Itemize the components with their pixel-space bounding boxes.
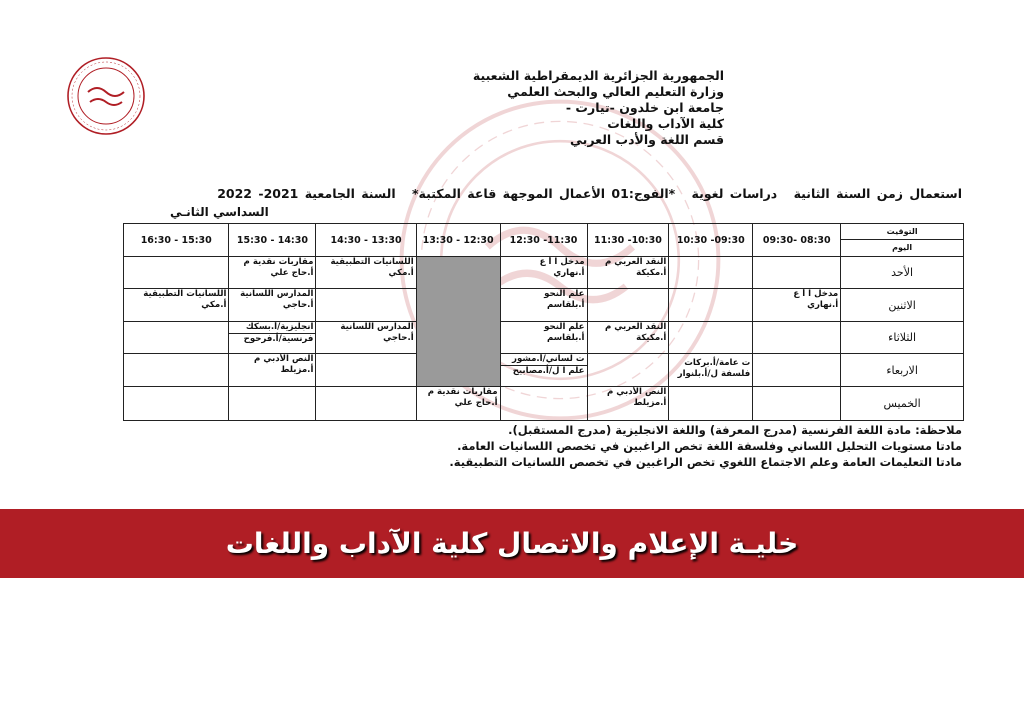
course-cell: اللسانيات التطبيقية أ.مكي	[316, 257, 416, 289]
cell-empty	[669, 289, 753, 322]
slot-header: 08:30 -09:30	[753, 224, 841, 257]
header-republic: الجمهورية الجزائرية الديمقراطية الشعبية	[472, 68, 724, 83]
cell-empty	[753, 354, 841, 387]
schedule-group: *الفوج:01 الأعمال الموجهة قاعة المكتبة*	[411, 186, 676, 201]
semester-label: السداسي الثانـي	[170, 205, 269, 219]
row-sunday	[124, 257, 964, 289]
cell-empty	[124, 322, 229, 354]
day-label-wednesday: الاربعاء	[841, 354, 964, 387]
timetable	[123, 223, 964, 421]
course-french: فرنسية/أ.فرحوح	[243, 334, 314, 344]
row-thursday	[124, 387, 964, 421]
cell-empty	[753, 387, 841, 421]
course-cell: النص الأدبي م أ.مزيلط	[229, 354, 316, 387]
slot-header: 12:30 - 13:30	[416, 224, 500, 257]
note-line: ملاحظة: مادة اللغة الفرنسية (مدرج المعرفة) واللغة الانجليزية (مدرج المستقبل).	[508, 423, 962, 437]
course-cell: علم النحو أ.بلقاسم	[500, 289, 587, 322]
row-monday	[124, 289, 964, 322]
course-sociolinguistics: علم ا ل/أ.مصابيح	[512, 366, 585, 376]
slot-header: 11:30- 12:30	[500, 224, 587, 257]
cell-empty	[587, 289, 669, 322]
schedule-specialty: دراسات لغوية	[691, 186, 778, 201]
note-line: مادتا التعليمات العامة وعلم الاجتماع اللغوي تخص الراغبين في تخصص اللسانيات التطبيقية.	[449, 455, 962, 469]
day-label-tuesday: الثلاثاء	[841, 322, 964, 354]
course-cell: علم النحو أ.بلقاسم	[500, 322, 587, 354]
cell-empty	[753, 257, 841, 289]
cell-empty	[124, 387, 229, 421]
slot-header: 15:30 - 16:30	[124, 224, 229, 257]
course-cell: المدارس اللسانية أ.حاجي	[316, 322, 416, 354]
course-philosophy-language: فلسفة ل/أ.بلنوار	[677, 369, 751, 379]
course-cell: النقد العربي م أ.مكيكة	[587, 257, 669, 289]
notes-block	[449, 422, 962, 470]
cell-empty	[500, 387, 587, 421]
row-tuesday	[124, 322, 964, 354]
course-english: انجليزية/أ.بسكك	[229, 322, 315, 334]
note-line: مادتا مستويات التحليل اللساني وفلسفة اللغة تخص الراغبين في تخصص اللسانيات العامة.	[457, 439, 962, 453]
course-linguistic-analysis: ت لساني/أ.مشور	[501, 354, 587, 366]
cell-empty	[669, 322, 753, 354]
document-header	[473, 68, 724, 148]
course-cell: مدخل ا أ ع أ.نهاري	[500, 257, 587, 289]
header-ministry: وزارة التعليم العالي والبحث العلمي	[507, 84, 724, 99]
slot-header: 13:30 - 14:30	[316, 224, 416, 257]
schedule-title: استعمال زمن السنة الثانية	[793, 186, 962, 201]
corner-time-label: التوقيت	[841, 224, 963, 240]
cell-empty	[316, 387, 416, 421]
day-label-sunday: الأحد	[841, 257, 964, 289]
course-cell: اللسانيات التطبيقية أ.مكي	[124, 289, 229, 322]
course-cell: النقد العربي م أ.مكيكة	[587, 322, 669, 354]
cell-empty	[124, 257, 229, 289]
day-label-monday: الاثنين	[841, 289, 964, 322]
cell-empty	[753, 322, 841, 354]
course-cell: مدخل ا أ ع أ.نهاري	[753, 289, 841, 322]
course-cell: المدارس اللسانية أ.حاجي	[229, 289, 316, 322]
timetable-header-row	[124, 224, 964, 257]
slot-header: 10:30- 11:30	[587, 224, 669, 257]
split-course-cell	[669, 354, 753, 387]
course-cell: النص الأدبي م أ.مزيلط	[587, 387, 669, 421]
header-faculty: كلية الآداب واللغات	[607, 116, 724, 131]
slot-header: 14:30 - 15:30	[229, 224, 316, 257]
corner-cell	[841, 224, 964, 257]
blocked-slot	[416, 257, 500, 387]
schedule-info-line	[207, 186, 962, 201]
course-cell: مقاربات نقدية م أ.حاج علي	[416, 387, 500, 421]
header-university: جامعة ابن خلدون -تيارت -	[565, 100, 724, 115]
split-course-cell	[229, 322, 316, 354]
day-label-thursday: الخميس	[841, 387, 964, 421]
row-wednesday	[124, 354, 964, 387]
course-general-linguistics: ت عامة/أ.بركات	[684, 358, 751, 368]
split-course-cell	[500, 354, 587, 387]
cell-empty	[229, 387, 316, 421]
cell-empty	[124, 354, 229, 387]
cell-empty	[669, 257, 753, 289]
course-cell: مقاربات نقدية م أ.حاج علي	[229, 257, 316, 289]
corner-day-label: اليوم	[892, 243, 913, 252]
banner-title: خليـة الإعلام والاتصال كلية الآداب واللغات	[225, 527, 799, 560]
cell-empty	[316, 289, 416, 322]
university-seal-logo	[66, 56, 146, 136]
cell-empty	[669, 387, 753, 421]
slot-header: 09:30- 10:30	[669, 224, 753, 257]
header-department: قسم اللغة والأدب العربي	[570, 132, 724, 147]
cell-empty	[316, 354, 416, 387]
academic-year: السنة الجامعية 2021- 2022	[217, 186, 396, 201]
footer-banner	[0, 509, 1024, 578]
cell-empty	[587, 354, 669, 387]
